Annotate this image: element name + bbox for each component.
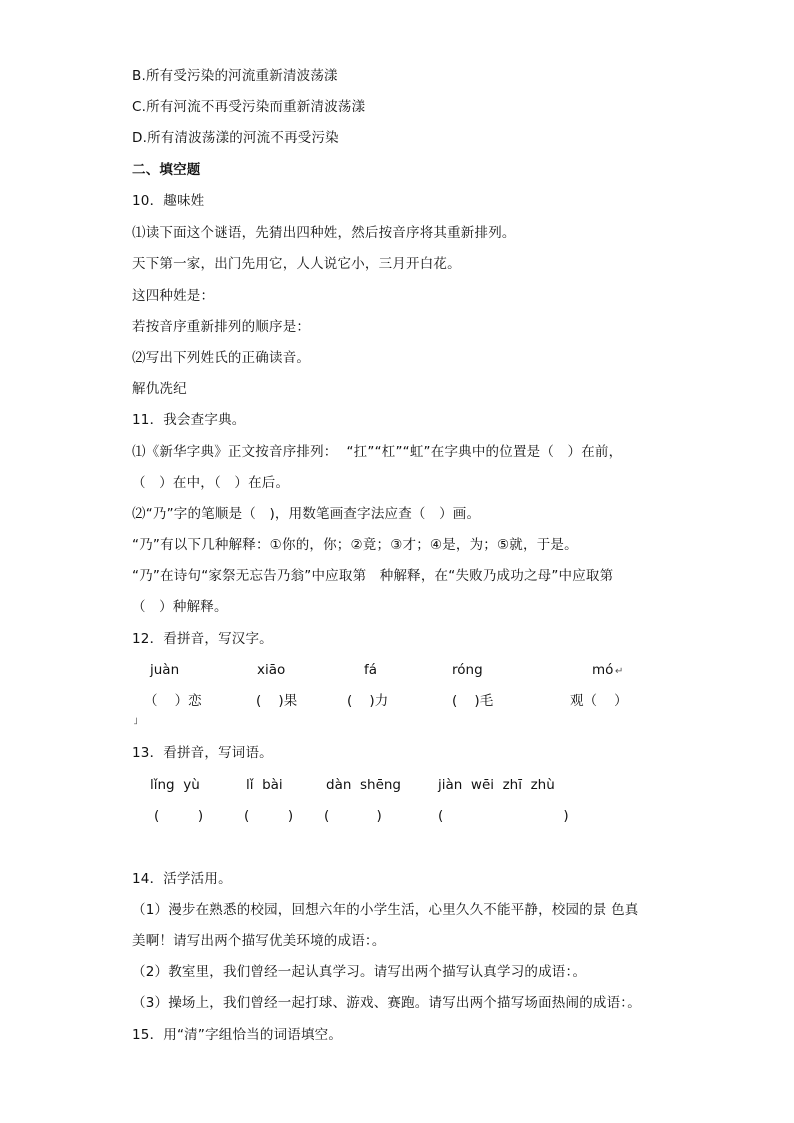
pinyin-item: lǐ bài [246,777,283,793]
question-14-part-1b: 美啊！请写出两个描写优美环境的成语：。 [132,933,386,949]
question-10-title: 10．趣味姓 [132,193,205,209]
pinyin-item: jiàn wēi zhī zhù [438,777,555,793]
blank-item: ( )毛 [452,693,494,709]
riddle-text: 天下第一家，出门先用它，人人说它小，三月开白花。 [132,256,461,272]
surname-list: 解仇冼纪 [132,381,187,397]
pinyin-item: mó [592,662,614,678]
question-14-part-3: （3）操场上，我们曾经一起打球、游戏、赛跑。请写出两个描写场面热闹的成语：。 [132,995,641,1011]
blank-item: ( ) [438,808,569,824]
blank-item: （ ）恋 [144,693,202,709]
question-10-part-1: ⑴读下面这个谜语，先猜出四种姓，然后按音序将其重新排列。 [132,225,516,241]
pinyin-item: xiāo [257,662,286,678]
return-mark-icon: ↵ [615,666,624,677]
question-12-pinyin-row [132,661,662,681]
option-d: D.所有清波荡漾的河流不再受污染 [132,130,339,146]
four-surnames-prompt: 这四种姓是： [132,288,215,304]
blank-item: ( ) [244,808,294,824]
question-13-title: 13．看拼音，写词语。 [132,745,273,761]
question-12-blank-row [132,692,662,712]
section-heading: 二、填空题 [132,162,201,178]
paragraph-mark-icon: ˩ [133,716,138,727]
blank-item: ( ) [154,808,204,824]
nai-question-b: （ ）种解释。 [132,599,228,615]
pinyin-item: juàn [150,662,180,678]
question-15-title: 15．用“清”字组恰当的词语填空。 [132,1027,343,1043]
pinyin-item: róng [452,662,483,678]
question-12-title: 12．看拼音，写汉字。 [132,631,273,647]
blank-item: 观（ ） [570,693,628,709]
question-11-title: 11．我会查字典。 [132,412,246,428]
question-13-blank-row [132,807,662,827]
pinyin-item: dàn shēng [326,777,402,793]
question-11-part-1b: （ ）在中，（ ）在后。 [132,475,290,491]
question-10-part-2: ⑵写出下列姓氏的正确读音。 [132,350,311,366]
option-b: B.所有受污染的河流重新清波荡漾 [132,68,338,84]
question-14-part-2: （2）教室里，我们曾经一起认真学习。请写出两个描写认真学习的成语：。 [132,964,587,980]
pinyin-item: fá [364,662,378,678]
question-14-title: 14．活学活用。 [132,871,232,887]
pinyin-item: lǐng yù [150,777,200,793]
nai-meanings: “乃”有以下几种解释：①你的，你；②竟；③才；④是，为；⑤就，于是。 [132,537,578,553]
question-11-part-1a: ⑴《新华字典》正文按音序排列： “扛”“杠”“虹”在字典中的位置是（ ）在前， [132,444,623,460]
question-11-part-2: ⑵“乃”字的笔顺是（ )，用数笔画查字法应查（ ）画。 [132,506,481,522]
blank-item: ( ) [324,808,382,824]
question-13-pinyin-row [132,776,662,796]
blank-item: ( )果 [256,693,298,709]
option-c: C.所有河流不再受污染而重新清波荡漾 [132,99,366,115]
question-14-part-1a: （1）漫步在熟悉的校园，回想六年的小学生活，心里久久不能平静，校园的景 色真 [132,902,639,918]
order-prompt: 若按音序重新排列的顺序是： [132,319,311,335]
blank-item: ( )力 [347,693,389,709]
nai-question-a: “乃”在诗句“家祭无忘告乃翁”中应取第 种解释，在“失败乃成功之母”中应取第 [132,568,614,584]
